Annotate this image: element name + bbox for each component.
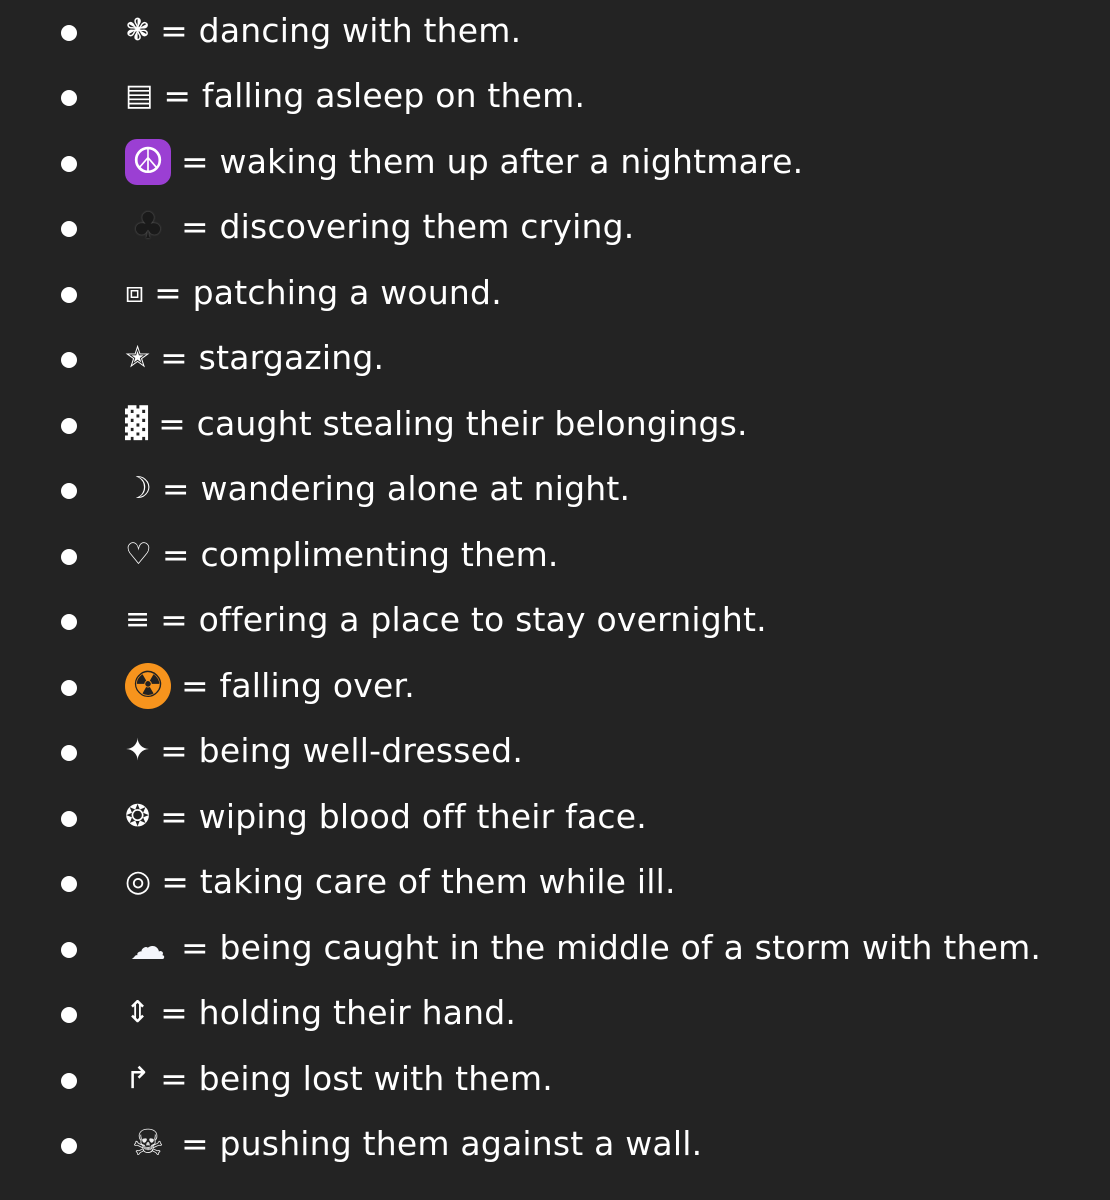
prompt-text: = stargazing. [160,338,385,377]
bullet-point [61,1138,77,1154]
prompt-text: = patching a wound. [154,273,502,312]
prompt-text: = falling over. [181,666,415,705]
prompt-text: = being lost with them. [160,1059,553,1098]
prompt-text: = dancing with them. [160,11,522,50]
prompt-text: = waking them up after a nightmare. [181,142,804,181]
prompt-text: = wandering alone at night. [161,469,631,508]
bullet-point [61,1073,77,1089]
prompt-text: = pushing them against a wall. [181,1124,703,1163]
turn-right-arrow-icon: ↱ [125,1061,151,1096]
prompt-text: = discovering them crying. [181,207,635,246]
outlined-star-icon: ✭ [125,340,151,375]
bullet-point [61,156,77,172]
triple-bar-icon: ≡ [125,602,151,637]
peace-symbol-icon: ☮ [125,139,171,185]
bullet-point [61,483,77,499]
club-suit-icon: ♣ [131,206,165,247]
bullet-point [61,287,77,303]
heart-outline-icon: ♡ [125,537,152,572]
bullet-point [61,680,77,696]
prompt-text: = holding their hand. [160,993,517,1032]
flower-asterisk-icon: ❃ [125,13,151,48]
bullet-point [61,549,77,565]
list-item [0,330,1100,386]
bullet-point [61,745,77,761]
bullet-point [61,811,77,827]
list-item [0,985,1100,1041]
list-item [0,854,1100,910]
bullet-point [61,90,77,106]
list-item [0,920,1100,976]
checkered-block-icon: ▓ [125,406,149,441]
list-item [0,592,1100,648]
list-item [0,199,1100,255]
list-item [0,789,1100,845]
crescent-moon-icon: ☽ [125,471,152,506]
radioactive-icon: ☢ [125,663,171,709]
prompt-text: = offering a place to stay overnight. [160,600,767,639]
list-item [0,134,1100,190]
bullet-point [61,942,77,958]
prompt-text: = falling asleep on them. [163,76,586,115]
square-in-square-icon: ⧈ [125,275,145,310]
prompt-text: = wiping blood off their face. [160,797,647,836]
list-item [0,1051,1100,1107]
prompt-text: = being well-dressed. [160,731,524,770]
cloud-icon: ☁ [130,927,166,968]
prompt-text: = being caught in the middle of a storm with them. [181,928,1042,967]
bullet-point [61,1007,77,1023]
list-item [0,461,1100,517]
skull-crossbones-icon: ☠ [131,1123,165,1164]
list-item [0,658,1100,714]
bullseye-icon: ◎ [125,864,152,899]
list-item [0,1116,1100,1172]
bullet-point [61,876,77,892]
list-item [0,68,1100,124]
up-down-arrow-icon: ⇕ [125,995,151,1030]
list-item [0,396,1100,452]
prompt-text: = caught stealing their belongings. [158,404,748,443]
four-point-star-icon: ✦ [125,733,151,768]
lined-square-icon: ▤ [125,78,154,113]
bullet-point [61,418,77,434]
sun-circle-icon: ❂ [125,799,151,834]
prompt-text: = taking care of them while ill. [161,862,676,901]
bullet-point [61,221,77,237]
list-item [0,3,1100,59]
prompt-text: = complimenting them. [161,535,559,574]
list-item [0,265,1100,321]
list-item [0,527,1100,583]
bullet-point [61,352,77,368]
bullet-point [61,25,77,41]
bullet-point [61,614,77,630]
list-item [0,723,1100,779]
